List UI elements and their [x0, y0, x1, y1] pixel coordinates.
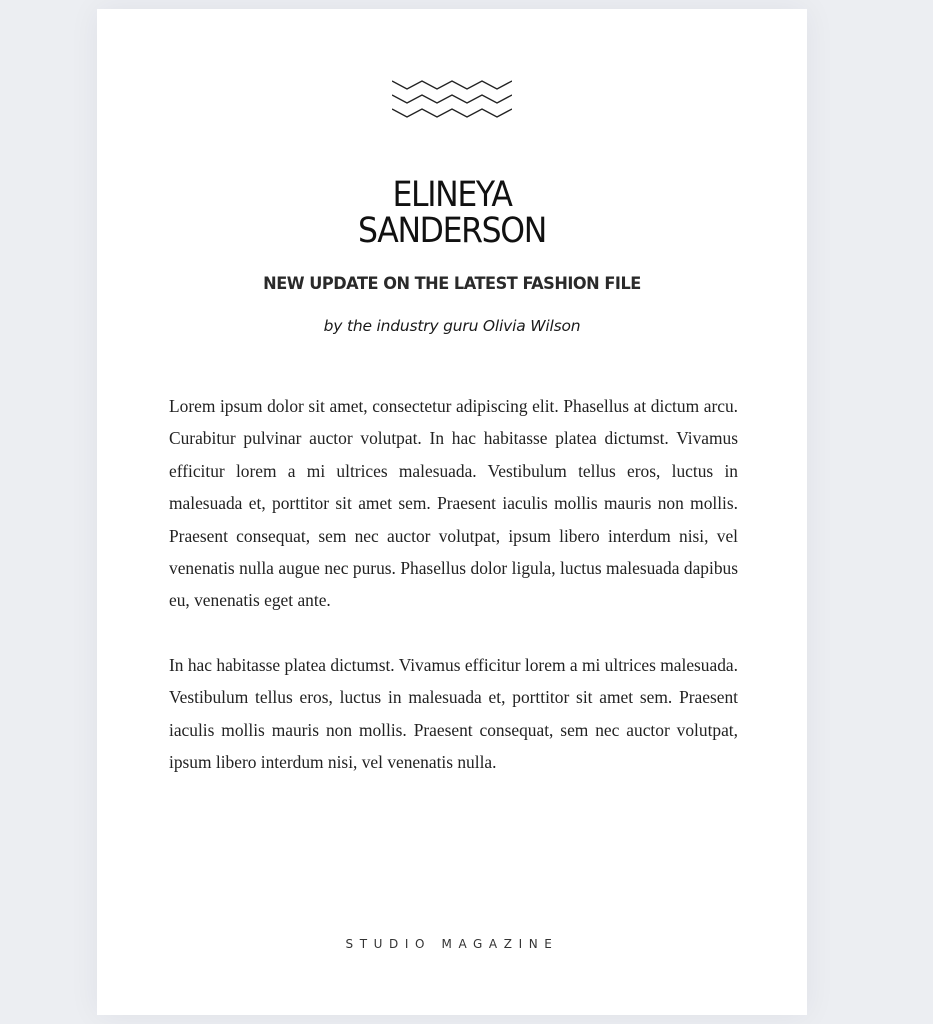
- page-title: [133, 177, 772, 249]
- document-page: [97, 9, 807, 1015]
- byline: by the industry guru Olivia Wilson: [323, 317, 581, 335]
- article-body: [169, 390, 738, 810]
- subtitle: NEW UPDATE ON THE LATEST FASHION FILE: [263, 274, 641, 294]
- paragraph-2: In hac habitasse platea dictumst. Vivamus efficitur lorem a mi ultrices malesuada. Vestibulum tellus eros, luctus in malesuada et, porttitor sit amet sem. Praesent iaculis mollis mauris non mollis. Praesent consequat, sem nec auctor volutpat, ipsum libero interdum nisi, vel venenatis nulla.: [169, 654, 738, 773]
- title-line-2: SANDERSON: [358, 211, 546, 251]
- footer-magazine-name: STUDIO MAGAZINE: [345, 937, 559, 951]
- zigzag-lines-icon: [392, 79, 512, 119]
- title-line-1: ELINEYA: [392, 175, 512, 215]
- paragraph-1: Lorem ipsum dolor sit amet, consectetur adipiscing elit. Phasellus at dictum arcu. Curabitur pulvinar auctor volutpat. In hac habitasse platea dictumst. Vivamus efficitur lorem a mi ultrices malesuada. Vestibulum tellus eros, luctus in malesuada et, porttitor sit amet sem. Praesent iaculis mollis mauris non mollis. Praesent consequat, sem nec auctor volutpat, ipsum libero interdum nisi, vel venenatis nulla augue nec purus. Phasellus dolor ligula, luctus malesuada dapibus eu, venenatis eget ante.: [169, 396, 738, 611]
